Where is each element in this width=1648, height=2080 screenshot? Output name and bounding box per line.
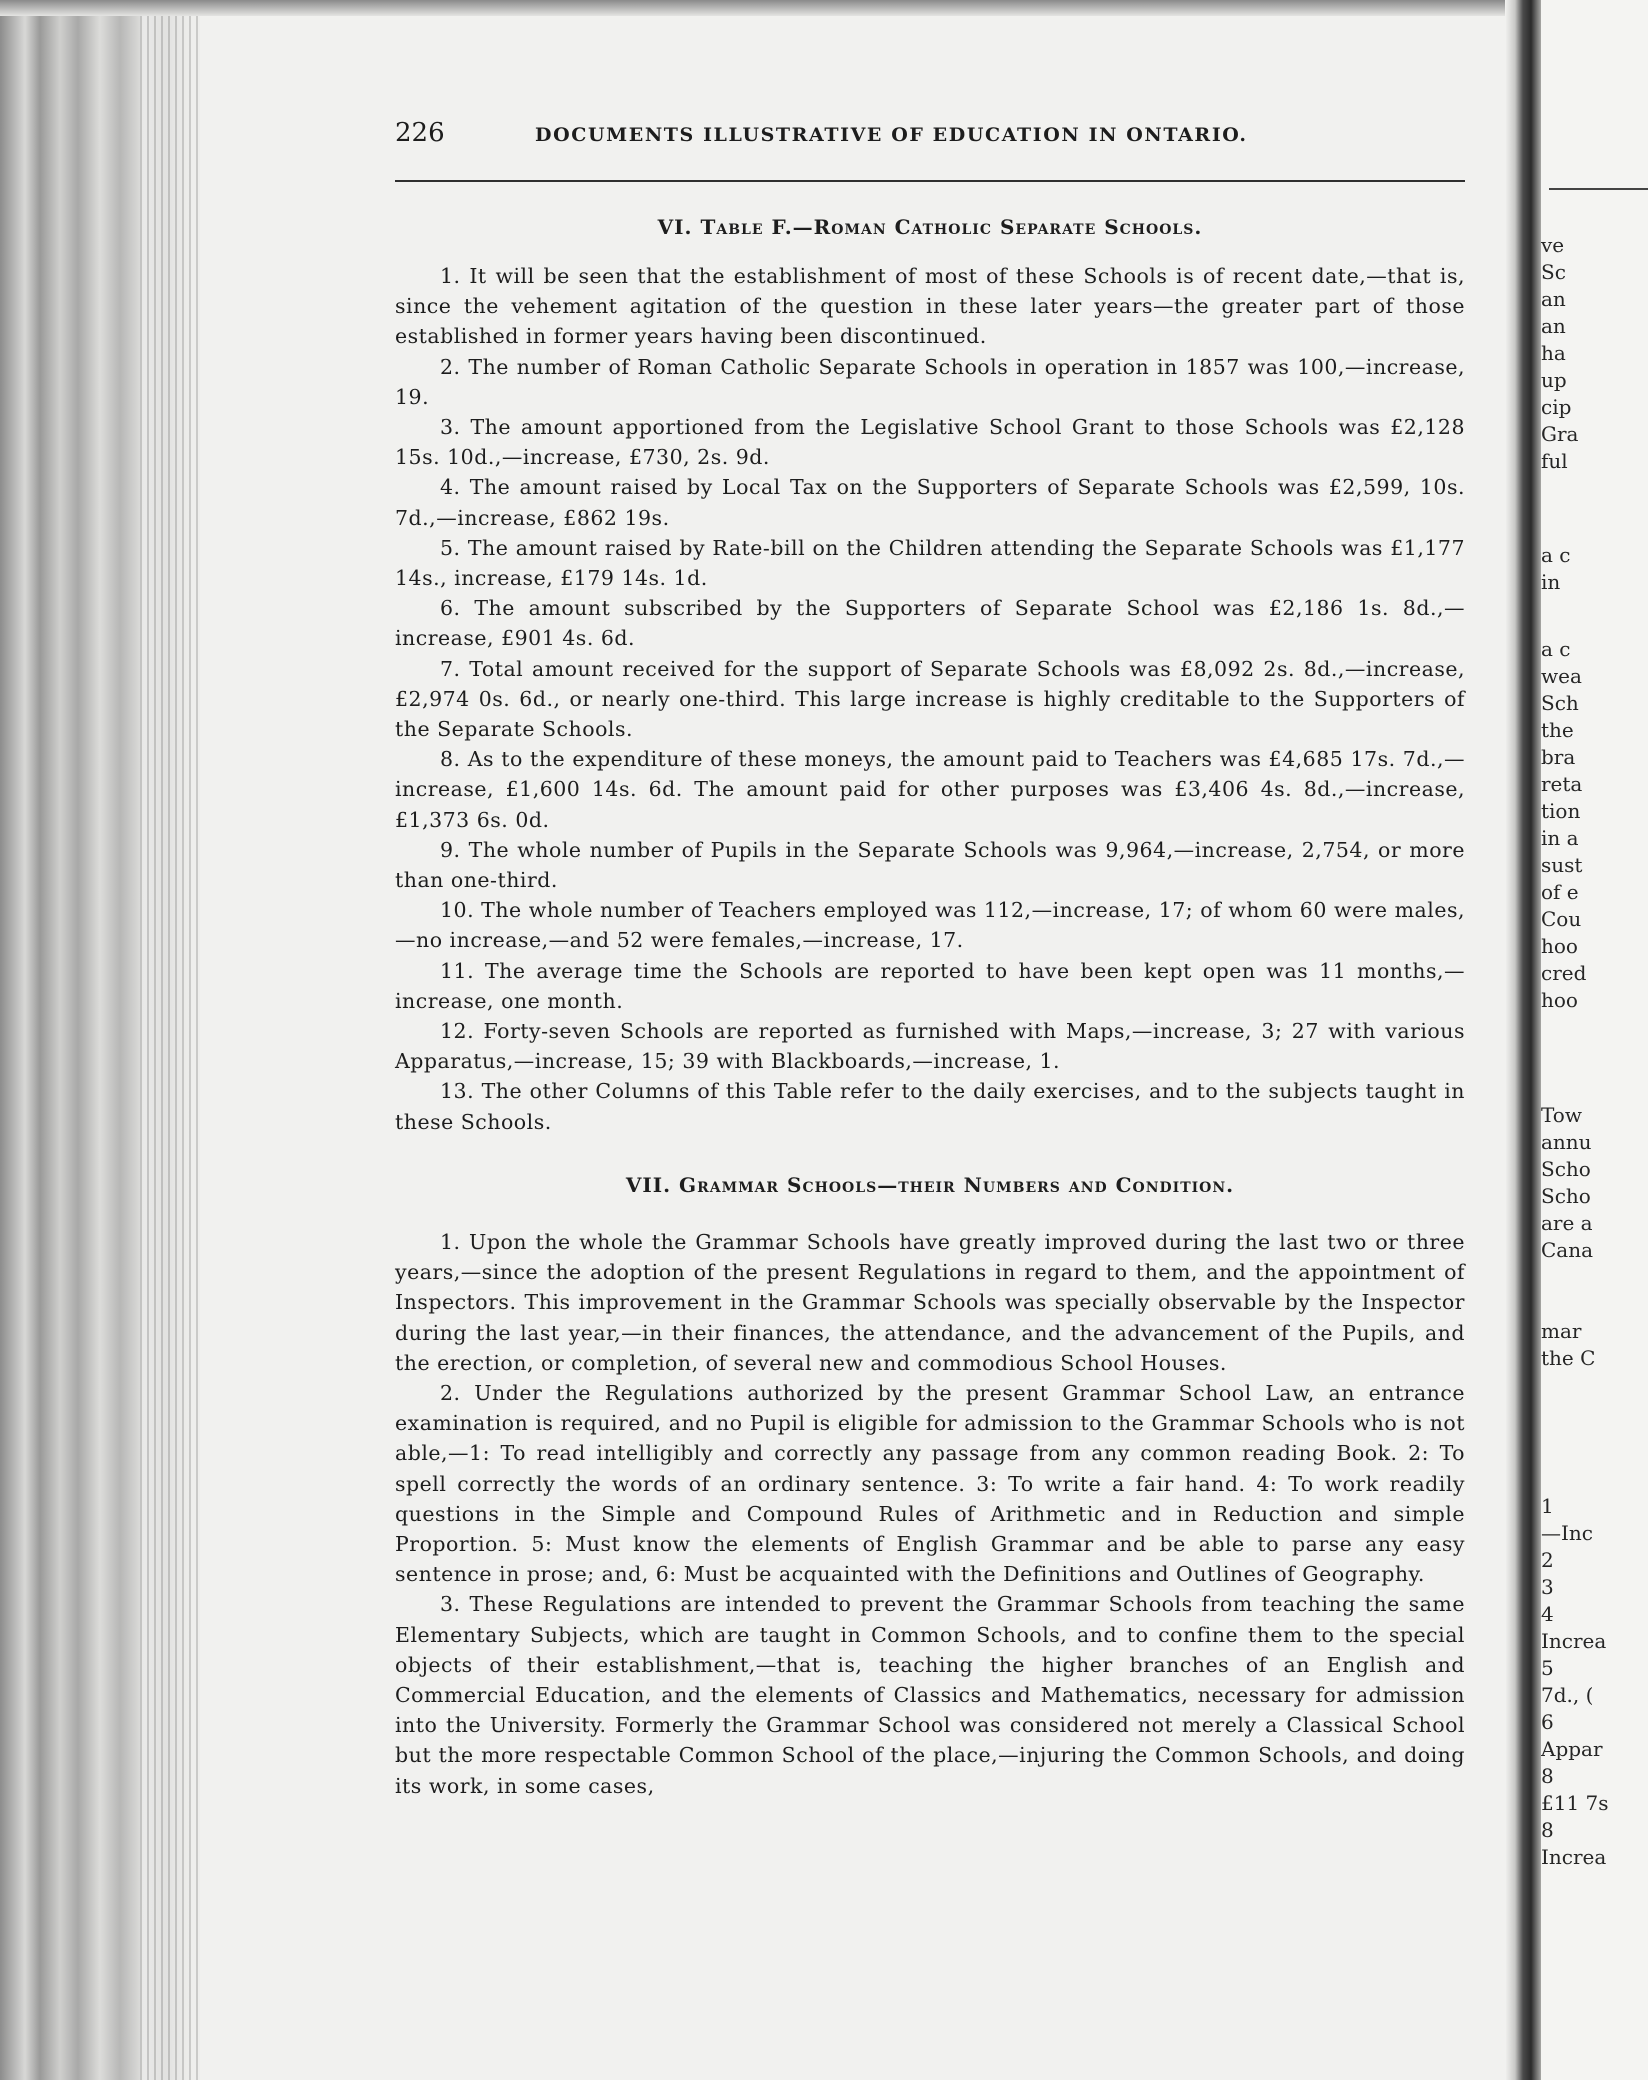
paragraph: 1. It will be seen that the establishment of most of these Schools is of recent date,—that is, since the vehement agitation of the question in these later years—the greater part of those established in former years having been discontinued. xyxy=(395,264,1465,349)
facing-text-line: sust xyxy=(1541,853,1583,877)
facing-text-group xyxy=(1541,542,1570,596)
paragraph: 10. The whole number of Teachers employed was 112,—increase, 17; of whom 60 were males,—no increase,—and 52 were females,—increase, 17. xyxy=(395,898,1465,953)
facing-text-group xyxy=(1541,636,1586,1014)
facing-text-line: Increa xyxy=(1541,1629,1607,1653)
facing-page xyxy=(1541,0,1648,2080)
facing-text-line: 8 xyxy=(1541,1764,1554,1788)
facing-text-line: the C xyxy=(1541,1346,1596,1370)
facing-text-line: tion xyxy=(1541,799,1581,823)
facing-text-line: Increa xyxy=(1541,1845,1607,1869)
facing-text-line: Tow xyxy=(1541,1103,1582,1127)
paragraph: 11. The average time the Schools are reported to have been kept open was 11 months,—increase, one month. xyxy=(395,958,1465,1013)
paragraph: 13. The other Columns of this Table refer to the daily exercises, and to the subjects taught in these Schools. xyxy=(395,1079,1465,1134)
facing-text-line: Scho xyxy=(1541,1157,1591,1181)
facing-text-line: cip xyxy=(1541,395,1572,419)
facing-text-line: Scho xyxy=(1541,1184,1591,1208)
section-heading: VII. Grammar Schools—their Numbers and Condition. xyxy=(625,1172,1235,1197)
facing-text-line: Cana xyxy=(1541,1238,1594,1262)
facing-text-line: 8 xyxy=(1541,1818,1554,1842)
facing-text-group xyxy=(1541,232,1578,475)
facing-text-line: 2 xyxy=(1541,1548,1554,1572)
facing-text-line: wea xyxy=(1541,664,1582,688)
facing-text-line: ful xyxy=(1541,449,1568,473)
facing-text-line: —Inc xyxy=(1541,1521,1593,1545)
facing-text-line: are a xyxy=(1541,1211,1593,1235)
section-body xyxy=(395,261,1465,1137)
facing-text-line: an xyxy=(1541,314,1566,338)
facing-text-line: ve xyxy=(1541,233,1565,257)
header-rule xyxy=(395,180,1465,182)
facing-text-line: up xyxy=(1541,368,1567,392)
facing-text-line: Appar xyxy=(1541,1737,1603,1761)
facing-text-line: an xyxy=(1541,287,1566,311)
facing-text-line: in a xyxy=(1541,826,1579,850)
running-head xyxy=(395,118,1465,158)
facing-text-line: 3 xyxy=(1541,1575,1554,1599)
facing-text-line: Cou xyxy=(1541,907,1582,931)
facing-text-line: Gra xyxy=(1541,422,1579,446)
facing-text-group xyxy=(1541,1318,1595,1372)
facing-text-group xyxy=(1541,1493,1609,1871)
paragraph: 2. Under the Regulations authorized by the present Grammar School Law, an entrance examination is required, and no Pupil is eligible for admission to the Grammar Schools who is not able,—1: To read intelligibly and correctly any passage from any common reading Book. 2: To spell correctly the words of an ordinary sentence. 3: To write a fair hand. 4: To work readily questions in the Simple and Compound Rules of Arithmetic and in Reduction and simple Proportion. 5: Must know the elements of English Grammar and be able to parse any easy sentence in prose; and, 6: Must be acquainted with the Definitions and Outlines of Geography. xyxy=(395,1380,1465,1587)
facing-text-line: a c xyxy=(1541,543,1571,567)
facing-text-line: ha xyxy=(1541,341,1566,365)
top-page-edge xyxy=(0,0,1530,16)
running-title: DOCUMENTS ILLUSTRATIVE OF EDUCATION IN ONTARIO. xyxy=(535,124,1248,146)
facing-text-line: £11 7s xyxy=(1541,1791,1609,1815)
page-edges xyxy=(140,0,200,2080)
paragraph: 3. The amount apportioned from the Legislative School Grant to those Schools was £2,128 15s. 10d.,—increase, £730, 2s. 9d. xyxy=(395,415,1465,470)
facing-text-line: 1 xyxy=(1541,1494,1554,1518)
section-heading: VI. Table F.—Roman Catholic Separate Schools. xyxy=(657,215,1203,239)
section-body xyxy=(395,1227,1465,1801)
page-number: 226 xyxy=(395,118,445,148)
facing-text-line: hoo xyxy=(1541,988,1578,1012)
facing-text-line: mar xyxy=(1541,1319,1582,1343)
facing-text-line: of e xyxy=(1541,880,1579,904)
facing-text-line: 4 xyxy=(1541,1602,1554,1626)
facing-text-line: Sch xyxy=(1541,691,1579,715)
facing-text-line: 5 xyxy=(1541,1656,1554,1680)
facing-text-line: annu xyxy=(1541,1130,1592,1154)
facing-text-line: in xyxy=(1541,570,1561,594)
paragraph: 5. The amount raised by Rate-bill on the Children attending the Separate Schools was £1,177 14s., increase, £179 14s. 1d. xyxy=(395,535,1465,591)
facing-text-line: bra xyxy=(1541,745,1576,769)
facing-text-line: Sc xyxy=(1541,260,1566,284)
paragraph: 9. The whole number of Pupils in the Separate Schools was 9,964,—increase, 2,754, or more than one-third. xyxy=(395,837,1465,893)
facing-text-line: cred xyxy=(1541,961,1587,985)
facing-text-line: 7d., ( xyxy=(1541,1683,1594,1707)
paragraph: 2. The number of Roman Catholic Separate Schools in operation in 1857 was 100,—increase, 19. xyxy=(395,354,1465,409)
main-page xyxy=(395,118,1465,1801)
facing-text-line: a c xyxy=(1541,637,1571,661)
paragraph: 3. These Regulations are intended to prevent the Grammar Schools from teaching the same Elementary Subjects, which are taught in Common Schools, and to confine them to the special objects of their establishment,—that is, teaching the higher branches of an English and Commercial Education, and the elements of Classics and Mathematics, necessary for admission into the University. Formerly the Grammar School was considered not merely a Classical School but the more respectable Common School of the place,—injuring the Common Schools, and doing its work, in some cases, xyxy=(395,1592,1465,1798)
paragraph: 7. Total amount received for the support of Separate Schools was £8,092 2s. 8d.,—increase, £2,974 0s. 6d., or nearly one-third. This large increase is highly creditable to the Supporters of the Separate Schools. xyxy=(395,656,1465,742)
facing-text-line: 6 xyxy=(1541,1710,1554,1734)
book-gutter xyxy=(1505,0,1541,2080)
paragraph: 12. Forty-seven Schools are reported as furnished with Maps,—increase, 3; 27 with various Apparatus,—increase, 15; 39 with Blackboards,—increase, 1. xyxy=(395,1019,1465,1074)
facing-header-rule xyxy=(1549,188,1648,190)
facing-text-line: hoo xyxy=(1541,934,1578,958)
facing-text-line: the xyxy=(1541,718,1574,742)
paragraph: 6. The amount subscribed by the Supporters of Separate School was £2,186 1s. 8d.,—increase, £901 4s. 6d. xyxy=(395,596,1465,651)
facing-text-group xyxy=(1541,1102,1593,1264)
paragraph: 4. The amount raised by Local Tax on the Supporters of Separate Schools was £2,599, 10s. 7d.,—increase, £862 19s. xyxy=(395,475,1465,530)
paragraph: 8. As to the expenditure of these moneys, the amount paid to Teachers was £4,685 17s. 7d.,—increase, £1,600 14s. 6d. The amount paid for other purposes was £3,406 4s. 8d.,—increase, £1,373 6s. 0d. xyxy=(395,747,1465,832)
facing-text-line: reta xyxy=(1541,772,1583,796)
paragraph: 1. Upon the whole the Grammar Schools have greatly improved during the last two or three years,—since the adoption of the present Regulations in regard to them, and the appointment of Inspectors. This improvement in the Grammar Schools was specially observable by the Inspector during the last year,—in their finances, the attendance, and the advancement of the Pupils, and the erection, or completion, of several new and commodious School Houses. xyxy=(395,1229,1465,1375)
